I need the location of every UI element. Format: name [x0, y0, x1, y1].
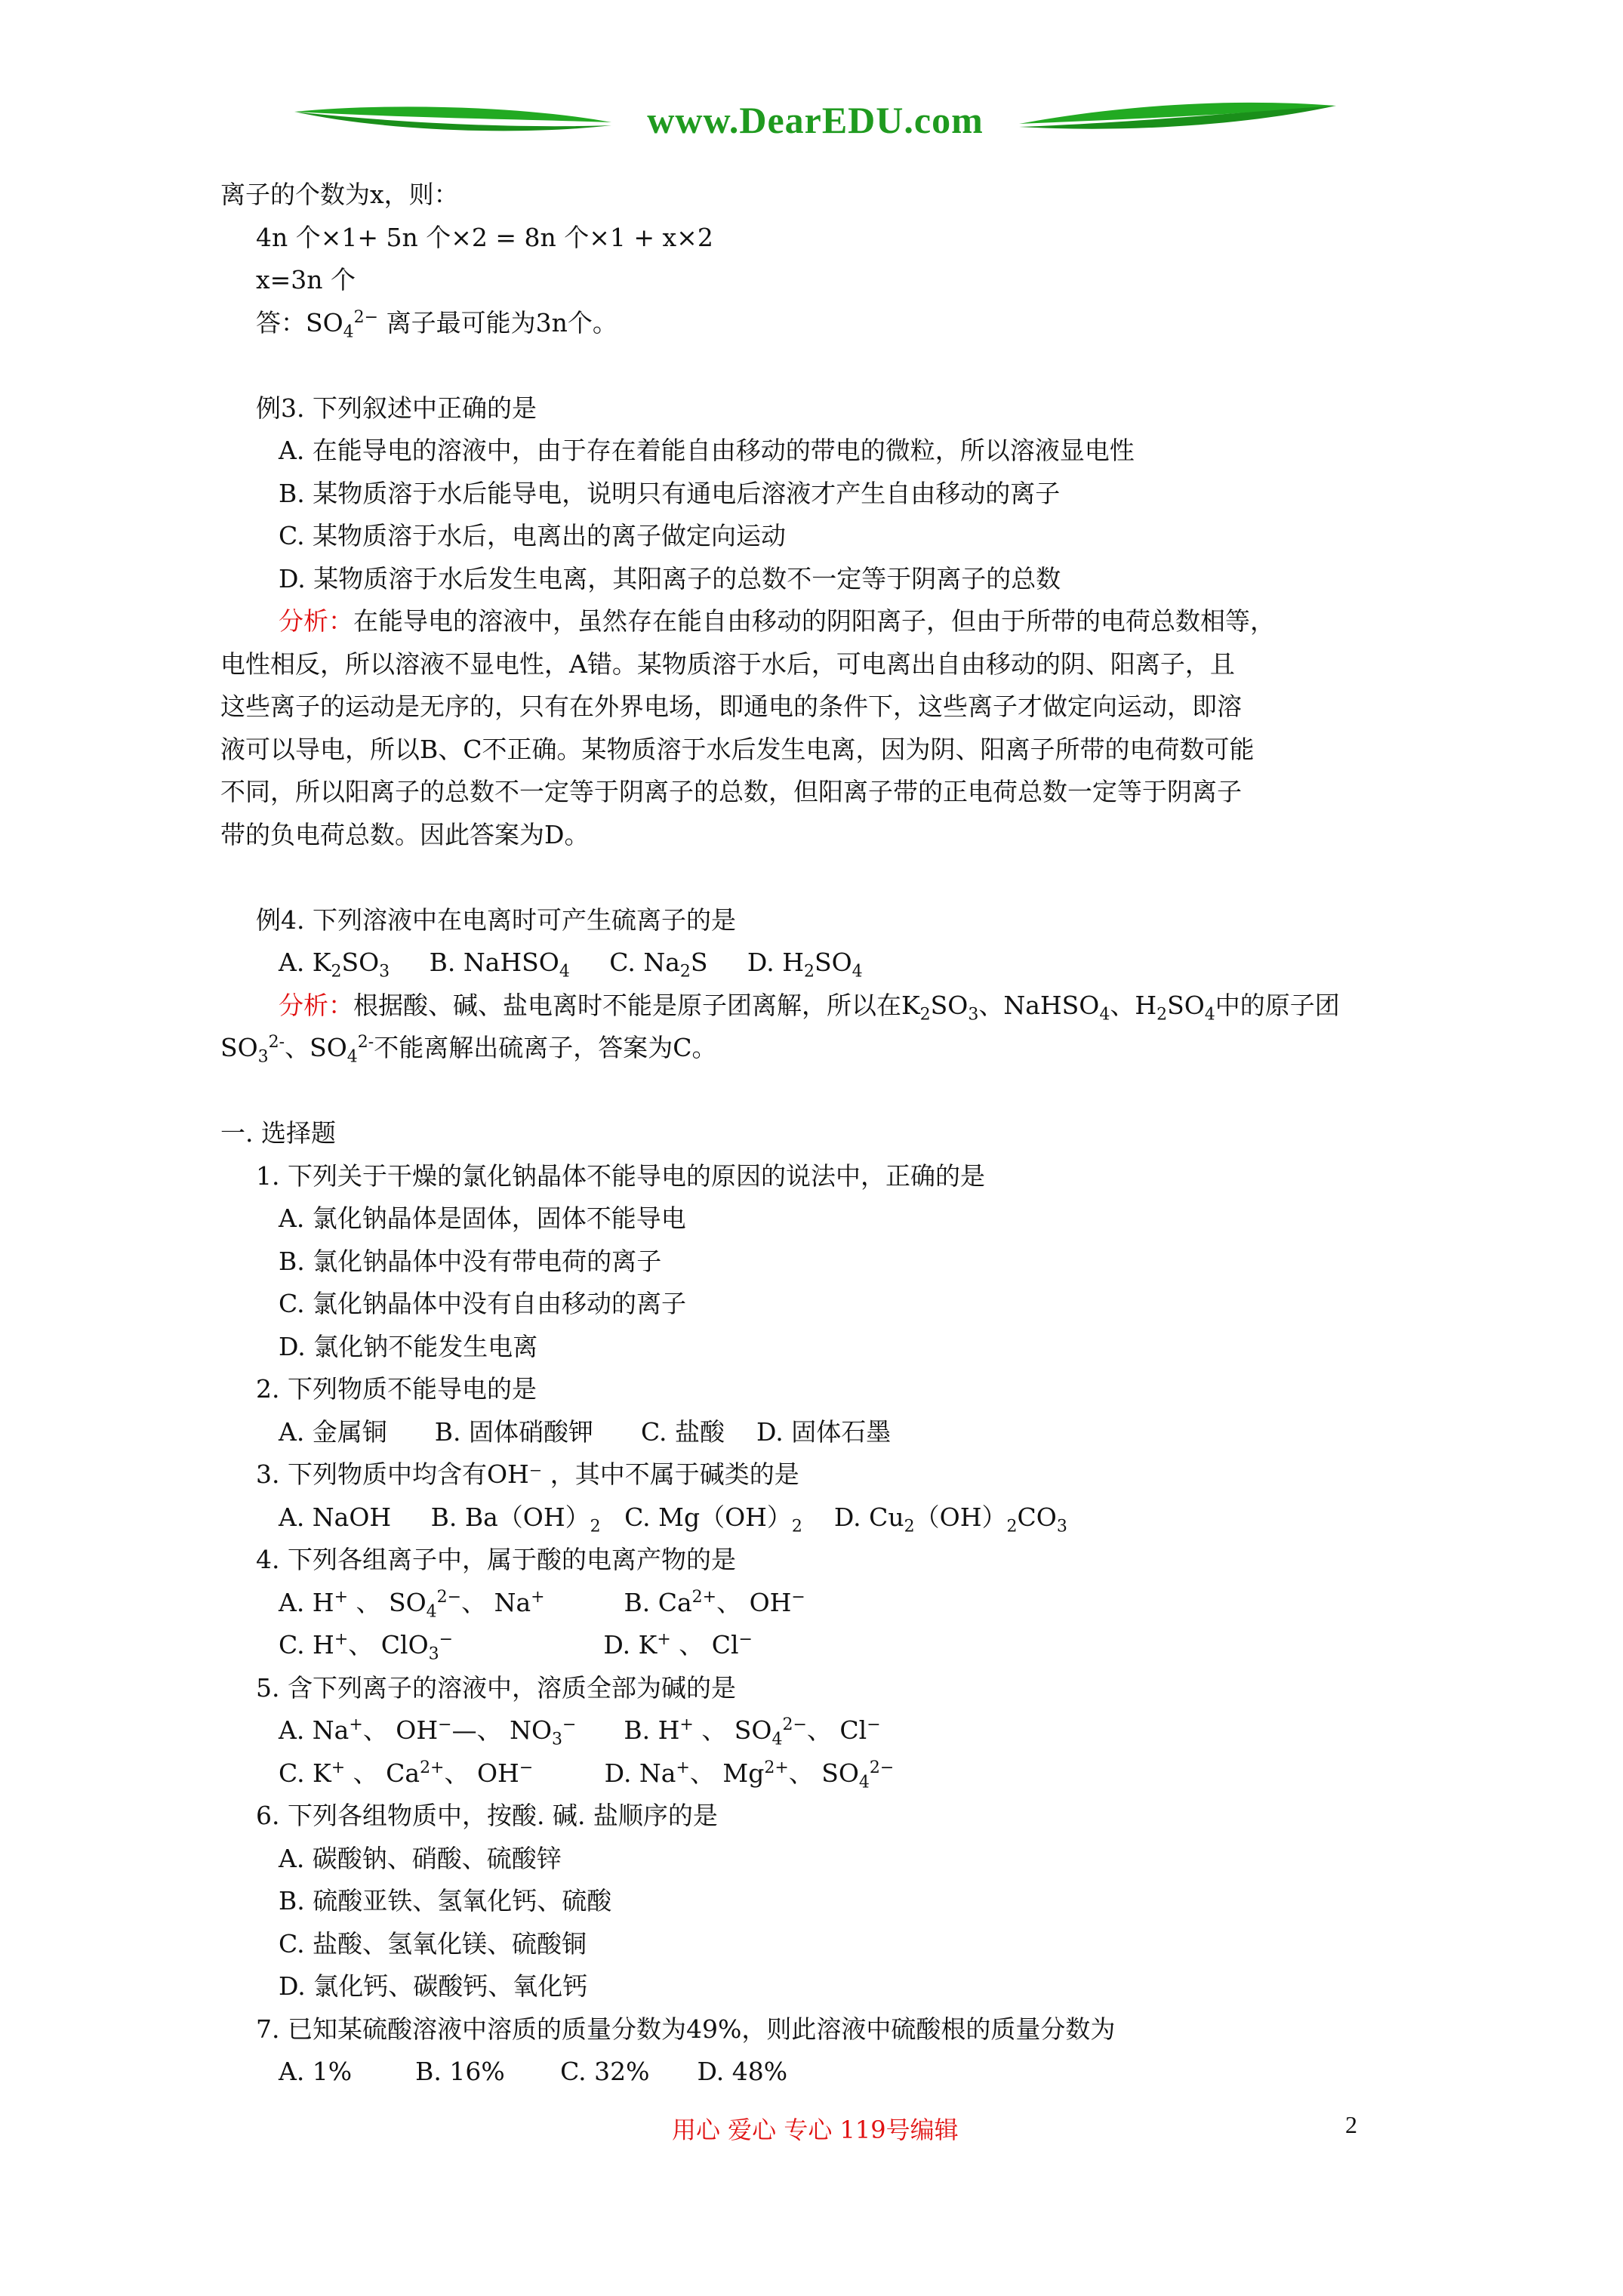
question-stem: 5. 含下列离子的溶液中，溶质全部为碱的是	[256, 1672, 736, 1703]
footer-credit: 用心 爱心 专心 119号编辑	[672, 2116, 959, 2144]
equation-line: 4n 个×1+ 5n 个×2 = 8n 个×1 + x×2	[256, 222, 713, 252]
page-number: 2	[1345, 2111, 1357, 2138]
analysis-label: 分析：	[279, 606, 353, 636]
question-stem: 1. 下列关于干燥的氯化钠晶体不能导电的原因的说法中，正确的是	[256, 1160, 985, 1191]
example-3-stem: 例3. 下列叙述中正确的是	[256, 393, 537, 423]
question-stem: 2. 下列物质不能导电的是	[256, 1374, 537, 1404]
question-options: A. Na+、 OH−—、 $NO_3^-$ B. H+ 、 $SO_4^{2-}$、 Cl−	[279, 1715, 881, 1749]
question-option: C. 盐酸、氢氧化镁、硫酸铜	[279, 1928, 587, 1959]
example-3-option: A. 在能导电的溶液中，由于存在着能自由移动的带电的微粒，所以溶液显电性	[279, 436, 1135, 465]
question-stem: 4. 下列各组离子中，属于酸的电离产物的是	[256, 1545, 736, 1574]
site-logo-text: www.DearEDU.com	[647, 99, 984, 141]
example-4-options: A. $K_2SO_3$ B. NaHSO$_4$ C. $Na_2S$ D. $H_2SO_4$	[279, 948, 863, 982]
question-option: A. 碳酸钠、硝酸、硫酸锌	[279, 1843, 562, 1873]
question-options: A. NaOH B. $Ba(OH)_2$ C. $Mg(OH)_2$ D. $Cu_2(OH)_2CO_3$	[279, 1502, 1067, 1536]
question-option: B. 氯化钠晶体中没有带电荷的离子	[279, 1246, 662, 1276]
question-options: C. H+、 ClO$_3$− D. K+ 、 Cl−	[279, 1630, 753, 1664]
analysis-text: $SO_3^{2-}$、$SO_4^{2-}$不能离解出硫离子，答案为C。	[220, 1033, 717, 1067]
page-footer	[0, 2111, 1623, 2149]
question-stem: 7. 已知某硫酸溶液中溶质的质量分数为49%，则此溶液中硫酸根的质量分数为	[256, 2014, 1116, 2044]
question-options: A. H+ 、 $SO_4^{2-}$、 Na+ B. $Ca^{2+}$、 OH−	[279, 1587, 805, 1622]
section-title: 一. 选择题	[220, 1118, 336, 1148]
question-option: B. 硫酸亚铁、氢氧化钙、硫酸	[279, 1886, 612, 1915]
example-4-stem: 例4. 下列溶液中在电离时可产生硫离子的是	[256, 905, 736, 935]
analysis-text: 液可以导电，所以B、C不正确。某物质溶于水后发生电离，因为阴、阳离子所带的电荷数可能	[220, 734, 1255, 764]
question-stem: 6. 下列各组物质中，按酸. 碱. 盐顺序的是	[256, 1801, 718, 1830]
question-option: C. 氯化钠晶体中没有自由移动的离子	[279, 1289, 687, 1318]
equation-line: x=3n 个	[256, 265, 356, 294]
question-option: D. 氯化钙、碳酸钙、氧化钙	[279, 1971, 588, 2001]
question-option: A. 氯化钠晶体是固体，固体不能导电	[279, 1203, 686, 1233]
example-3-analysis: 分析：在能导电的溶液中，虽然存在能自由移动的阴阳离子，但由于所带的电荷总数相等，	[279, 606, 1275, 636]
analysis-text: 电性相反，所以溶液不显电性，A错。某物质溶于水后，可电离出自由移动的阴、阳离子，且	[220, 649, 1235, 679]
question-options: C. K+ 、 $Ca^{2+}$、 OH− D. Na+、 $Mg^{2+}$、 $SO_4^{2-}$	[279, 1758, 895, 1792]
analysis-text: 带的负电荷总数。因此答案为D。	[220, 819, 590, 849]
question-option: D. 氯化钠不能发生电离	[279, 1331, 538, 1361]
page-header	[294, 89, 1336, 157]
text-line: 离子的个数为x，则：	[220, 180, 459, 209]
example-4-analysis: 分析：根据酸、碱、盐电离时不能是原子团离解，所以在$K_2SO_3$、NaHSO$_4$、$H_2SO_4$中的原子团	[279, 990, 1340, 1025]
analysis-text: 不同，所以阳离子的总数不一定等于阴离子的总数，但阳离子带的正电荷总数一定等于阴离子	[220, 777, 1242, 806]
example-3-option: D. 某物质溶于水后发生电离，其阳离子的总数不一定等于阴离子的总数	[279, 563, 1061, 593]
question-options: A. 金属铜 B. 固体硝酸钾 C. 盐酸 D. 固体石墨	[279, 1416, 892, 1447]
analysis-label: 分析：	[279, 990, 353, 1020]
document-body	[220, 174, 1428, 2094]
analysis-text: 这些离子的运动是无序的，只有在外界电场，即通电的条件下，这些离子才做定向运动，即溶	[220, 692, 1242, 721]
example-3-option: C. 某物质溶于水后，电离出的离子做定向运动	[279, 521, 787, 550]
example-3-option: B. 某物质溶于水后能导电，说明只有通电后溶液才产生自由移动的离子	[279, 478, 1061, 508]
answer-line: 答：$SO_4^{2-}$ 离子最可能为3n个。	[256, 307, 617, 342]
question-options: A. 1% B. 16% C. 32% D. 48%	[279, 2057, 788, 2086]
question-stem: 3. 下列物质中均含有OH⁻ ，其中不属于碱类的是	[256, 1459, 799, 1489]
